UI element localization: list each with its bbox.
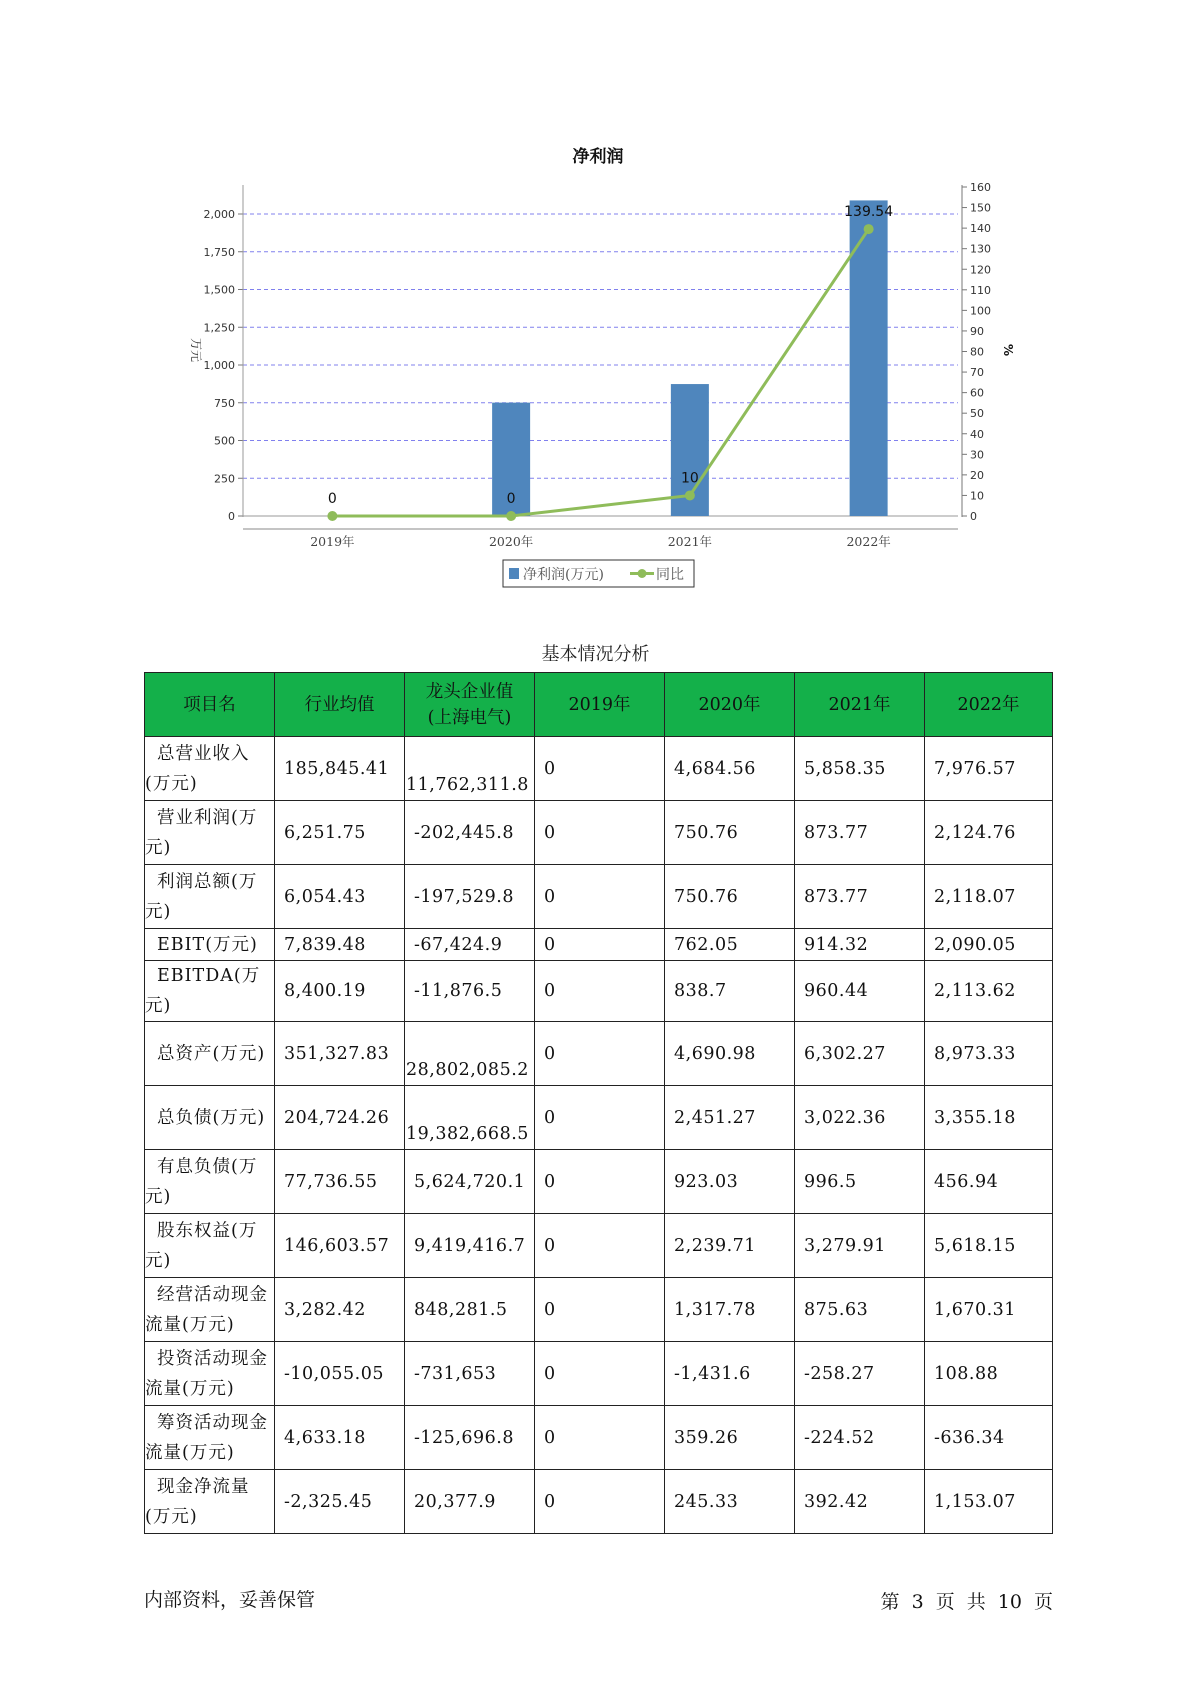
value-2021-cell: 875.63 (795, 1278, 925, 1342)
value-2020-cell: 2,239.71 (665, 1214, 795, 1278)
industry-avg-cell: 204,724.26 (275, 1086, 405, 1150)
value-2021-cell: 960.44 (795, 961, 925, 1022)
value-2019-cell: 0 (535, 865, 665, 929)
legend-line-label: 同比 (656, 567, 684, 583)
value-2019-cell: 0 (535, 1022, 665, 1086)
leader-value-cell: -731,653 (405, 1342, 535, 1406)
industry-avg-cell: 6,251.75 (275, 801, 405, 865)
x-tick-label: 2022年 (846, 534, 891, 549)
header-2020: 2020年 (665, 673, 795, 737)
value-2022-cell: 2,118.07 (925, 865, 1053, 929)
leader-value-cell: 848,281.5 (405, 1278, 535, 1342)
net-profit-chart (0, 0, 1191, 600)
value-2019-cell: 0 (535, 929, 665, 961)
industry-avg-cell: 185,845.41 (275, 737, 405, 801)
y-right-tick-label: 0 (970, 510, 977, 523)
leader-value-cell: -202,445.8 (405, 801, 535, 865)
industry-avg-cell: 4,633.18 (275, 1406, 405, 1470)
table-row (145, 1470, 1053, 1534)
value-2019-cell: 0 (535, 1278, 665, 1342)
value-2019-cell: 0 (535, 1406, 665, 1470)
legend-bar-swatch (509, 568, 519, 579)
industry-avg-cell: 77,736.55 (275, 1150, 405, 1214)
table-row (145, 1022, 1053, 1086)
value-2019-cell: 0 (535, 1214, 665, 1278)
row-name-cell: 总负债(万元) (145, 1086, 275, 1150)
table-row (145, 961, 1053, 1022)
row-name-cell: 股东权益(万元) (145, 1214, 275, 1278)
leader-value-cell: -11,876.5 (405, 961, 535, 1022)
analysis-table (144, 672, 1053, 1534)
x-tick-label: 2021年 (667, 534, 713, 549)
value-2021-cell: 3,279.91 (795, 1214, 925, 1278)
value-2019-cell: 0 (535, 737, 665, 801)
table-row (145, 1086, 1053, 1150)
value-2019-cell: 0 (535, 1470, 665, 1534)
row-name-cell: EBIT(万元) (145, 929, 275, 961)
table-row (145, 1278, 1053, 1342)
row-name-cell: EBITDA(万元) (145, 961, 275, 1022)
footer-confidential: 内部资料，妥善保管 (144, 1589, 316, 1611)
table-row (145, 929, 1053, 961)
y-left-tick-label: 1,250 (203, 321, 235, 335)
y-left-tick-label: 1,750 (203, 245, 235, 259)
y-left-tick-label: 0 (228, 510, 235, 523)
value-2020-cell: 4,684.56 (665, 737, 795, 801)
row-name-cell: 筹资活动现金流量(万元) (145, 1406, 275, 1470)
y-right-tick-label: 120 (970, 263, 991, 277)
table-row (145, 1342, 1053, 1406)
value-2022-cell: -636.34 (925, 1406, 1053, 1470)
chart-title: 净利润 (572, 147, 624, 167)
x-tick-label: 2020年 (488, 534, 534, 549)
row-name-cell: 营业利润(万元) (145, 801, 275, 865)
y-left-tick-label: 1,000 (203, 359, 235, 372)
value-2022-cell: 108.88 (925, 1342, 1053, 1406)
header-item-name: 项目名 (145, 673, 275, 737)
y-right-tick-label: 20 (970, 468, 984, 482)
industry-avg-cell: 351,327.83 (275, 1022, 405, 1086)
value-2022-cell: 2,124.76 (925, 801, 1053, 865)
industry-avg-cell: -2,325.45 (275, 1470, 405, 1534)
table-caption: 基本情况分析 (541, 644, 650, 665)
value-2021-cell: 914.32 (795, 929, 925, 961)
leader-value-cell: -125,696.8 (405, 1406, 535, 1470)
industry-avg-cell: 146,603.57 (275, 1214, 405, 1278)
header-industry-avg: 行业均值 (275, 673, 405, 737)
row-name-cell: 总资产(万元) (145, 1022, 275, 1086)
value-2020-cell: 750.76 (665, 801, 795, 865)
y-right-tick-label: 130 (970, 242, 991, 256)
leader-value-cell: 19,382,668.5 (405, 1086, 535, 1150)
leader-value-cell: 28,802,085.2 (405, 1022, 535, 1086)
yoy-data-label: 139.54 (844, 204, 894, 221)
yoy-data-label: 10 (680, 470, 699, 487)
value-2022-cell: 8,973.33 (925, 1022, 1053, 1086)
value-2020-cell: 762.05 (665, 929, 795, 961)
table-row (145, 737, 1053, 801)
value-2022-cell: 3,355.18 (925, 1086, 1053, 1150)
y-right-tick-label: 110 (970, 283, 991, 297)
yoy-data-label: 0 (506, 491, 516, 507)
value-2022-cell: 456.94 (925, 1150, 1053, 1214)
value-2020-cell: 923.03 (665, 1150, 795, 1214)
y-left-tick-label: 1,500 (203, 283, 235, 297)
yoy-point (685, 490, 695, 500)
legend-line-marker (638, 569, 647, 578)
row-name-cell: 总营业收入(万元) (145, 737, 275, 801)
value-2019-cell: 0 (535, 801, 665, 865)
y-right-tick-label: 90 (970, 324, 984, 338)
leader-value-cell: -197,529.8 (405, 865, 535, 929)
x-tick-label: 2019年 (310, 534, 355, 549)
table-row (145, 801, 1053, 865)
industry-avg-cell: 3,282.42 (275, 1278, 405, 1342)
leader-value-cell: 9,419,416.7 (405, 1214, 535, 1278)
yoy-point (327, 511, 337, 521)
row-name-cell: 利润总额(万元) (145, 865, 275, 929)
yoy-point (864, 224, 874, 234)
table-row (145, 1214, 1053, 1278)
industry-avg-cell: 8,400.19 (275, 961, 405, 1022)
y-right-tick-label: 140 (970, 222, 991, 236)
value-2022-cell: 7,976.57 (925, 737, 1053, 801)
y-right-tick-label: 150 (970, 201, 991, 215)
value-2021-cell: -224.52 (795, 1406, 925, 1470)
industry-avg-cell: -10,055.05 (275, 1342, 405, 1406)
value-2020-cell: 2,451.27 (665, 1086, 795, 1150)
y-left-tick-label: 500 (214, 434, 235, 448)
leader-value-cell: 5,624,720.1 (405, 1150, 535, 1214)
footer-page-number: 第 3 页 共 10 页 (880, 1591, 1053, 1613)
value-2021-cell: 392.42 (795, 1470, 925, 1534)
value-2022-cell: 2,090.05 (925, 929, 1053, 961)
row-name-cell: 有息负债(万元) (145, 1150, 275, 1214)
yoy-point (506, 511, 516, 521)
leader-value-cell: -67,424.9 (405, 929, 535, 961)
industry-avg-cell: 7,839.48 (275, 929, 405, 961)
chart-canvas (0, 0, 1191, 600)
value-2020-cell: 750.76 (665, 865, 795, 929)
y-right-tick-label: 80 (970, 345, 984, 359)
y-left-axis-label: 万元 (189, 337, 203, 363)
table-row (145, 1150, 1053, 1214)
y-right-tick-label: 70 (970, 366, 984, 380)
value-2021-cell: -258.27 (795, 1342, 925, 1406)
value-2022-cell: 1,670.31 (925, 1278, 1053, 1342)
yoy-data-label: 0 (327, 491, 337, 507)
y-right-tick-label: 60 (970, 386, 984, 400)
y-right-tick-label: 40 (970, 427, 984, 441)
table-row (145, 865, 1053, 929)
y-left-tick-label: 750 (214, 396, 235, 410)
value-2020-cell: -1,431.6 (665, 1342, 795, 1406)
row-name-cell: 经营活动现金流量(万元) (145, 1278, 275, 1342)
y-right-tick-label: 50 (970, 407, 984, 421)
row-name-cell: 现金净流量(万元) (145, 1470, 275, 1534)
row-name-cell: 投资活动现金流量(万元) (145, 1342, 275, 1406)
value-2021-cell: 996.5 (795, 1150, 925, 1214)
value-2021-cell: 3,022.36 (795, 1086, 925, 1150)
value-2020-cell: 1,317.78 (665, 1278, 795, 1342)
y-left-tick-label: 2,000 (203, 208, 235, 221)
table-header-row (145, 673, 1053, 737)
value-2020-cell: 838.7 (665, 961, 795, 1022)
y-right-tick-label: 30 (970, 448, 984, 462)
y-right-axis-label: % (1001, 343, 1015, 357)
value-2019-cell: 0 (535, 1342, 665, 1406)
legend-bar-label: 净利润(万元) (523, 567, 604, 583)
value-2021-cell: 6,302.27 (795, 1022, 925, 1086)
header-2022: 2022年 (925, 673, 1053, 737)
value-2022-cell: 1,153.07 (925, 1470, 1053, 1534)
value-2020-cell: 4,690.98 (665, 1022, 795, 1086)
header-leader-value: 龙头企业值(上海电气) (405, 673, 535, 737)
value-2022-cell: 2,113.62 (925, 961, 1053, 1022)
leader-value-cell: 20,377.9 (405, 1470, 535, 1534)
table-row (145, 1406, 1053, 1470)
value-2019-cell: 0 (535, 961, 665, 1022)
value-2021-cell: 873.77 (795, 865, 925, 929)
value-2019-cell: 0 (535, 1150, 665, 1214)
value-2022-cell: 5,618.15 (925, 1214, 1053, 1278)
value-2021-cell: 873.77 (795, 801, 925, 865)
industry-avg-cell: 6,054.43 (275, 865, 405, 929)
y-left-tick-label: 250 (214, 472, 235, 486)
value-2020-cell: 245.33 (665, 1470, 795, 1534)
value-2019-cell: 0 (535, 1086, 665, 1150)
y-right-tick-label: 100 (970, 304, 991, 318)
header-2021: 2021年 (795, 673, 925, 737)
leader-value-cell: 11,762,311.8 (405, 737, 535, 801)
header-2019: 2019年 (535, 673, 665, 737)
y-right-tick-label: 10 (970, 489, 984, 503)
value-2020-cell: 359.26 (665, 1406, 795, 1470)
yoy-line (332, 229, 868, 516)
value-2021-cell: 5,858.35 (795, 737, 925, 801)
y-right-tick-label: 160 (970, 181, 991, 194)
